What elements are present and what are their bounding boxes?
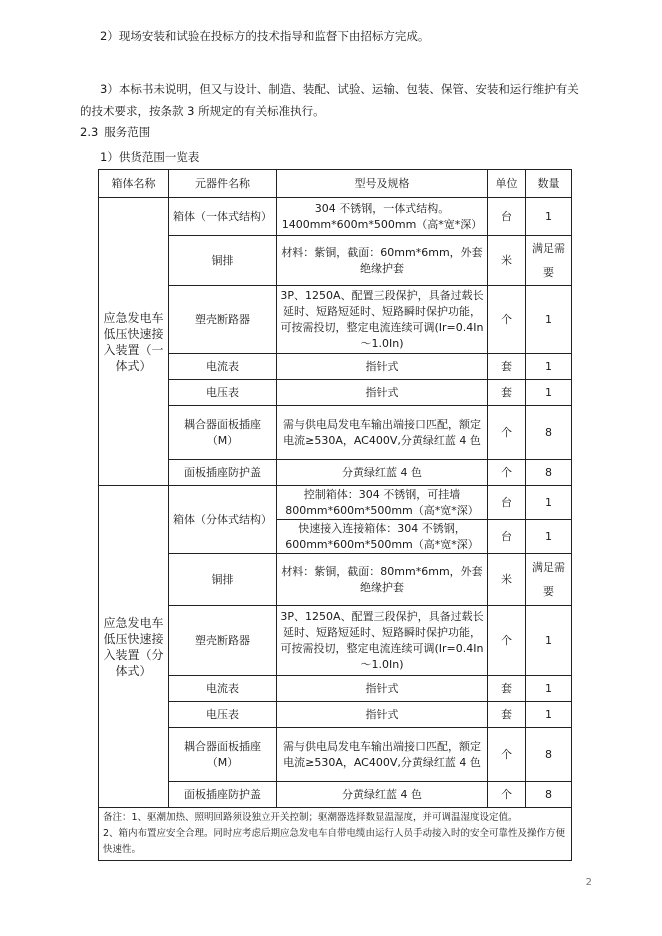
spec-cell: 指针式 — [277, 676, 488, 702]
spec-cell: 3P、1250A、配置三段保护，具备过载长延时、短路短延时、短路瞬时保护功能，可按需投切，整定电流连续可调(Ir=0.4In～1.0In) — [277, 606, 488, 676]
unit-cell: 台 — [488, 486, 526, 520]
qty-cell: 8 — [526, 406, 572, 460]
unit-cell: 台 — [488, 520, 526, 554]
table-row — [99, 728, 572, 782]
spec-cell: 指针式 — [277, 380, 488, 406]
spec-cell: 分黄绿红蓝 4 色 — [277, 782, 488, 808]
table-row — [99, 406, 572, 460]
qty-cell: 1 — [526, 286, 572, 354]
component-cell: 塑壳断路器 — [169, 286, 277, 354]
spec-cell: 指针式 — [277, 354, 488, 380]
qty-cell: 1 — [526, 702, 572, 728]
qty-cell: 1 — [526, 520, 572, 554]
table-row — [99, 606, 572, 676]
table-note — [99, 808, 572, 861]
component-cell: 电压表 — [169, 702, 277, 728]
table-row — [99, 486, 572, 520]
unit-cell: 套 — [488, 676, 526, 702]
qty-cell: 1 — [526, 486, 572, 520]
note-line-2: 2、箱内布置应安全合理。同时应考虑后期应急发电车自带电缆由运行人员手动接入时的安全可靠性及操作方便快速性。 — [103, 828, 566, 855]
qty-cell: 8 — [526, 782, 572, 808]
qty-cell: 满足需要 — [526, 236, 572, 286]
spec-cell: 分黄绿红蓝 4 色 — [277, 460, 488, 486]
supply-scope-table — [98, 169, 572, 861]
component-cell: 电流表 — [169, 354, 277, 380]
header-qty: 数量 — [526, 170, 572, 198]
section-title: 服务范围 — [104, 125, 151, 139]
unit-cell: 套 — [488, 380, 526, 406]
page-number: 2 — [585, 877, 592, 888]
component-cell: 面板插座防护盖 — [169, 460, 277, 486]
unit-cell: 台 — [488, 198, 526, 236]
subsection-heading: 1）供货范围一览表 — [100, 150, 200, 164]
unit-cell: 套 — [488, 702, 526, 728]
paragraph-install: 2）现场安装和试验在投标方的技术指导和监督下由招标方完成。 — [100, 29, 430, 43]
qty-cell: 1 — [526, 354, 572, 380]
component-cell: 面板插座防护盖 — [169, 782, 277, 808]
spec-cell: 材料：紫铜，截面：80mm*6mm，外套绝缘护套 — [277, 554, 488, 606]
spec-cell: 需与供电局发电车输出端接口匹配，额定电流≥530A，AC400V,分黄绿红蓝 4 色 — [277, 406, 488, 460]
spec-cell: 快速接入连接箱体：304 不锈钢，600mm*600m*500mm（高*宽*深） — [277, 520, 488, 554]
spec-cell: 材料：紫铜，截面：60mm*6mm，外套绝缘护套 — [277, 236, 488, 286]
component-cell: 箱体（一体式结构） — [169, 198, 277, 236]
component-cell: 电流表 — [169, 676, 277, 702]
spec-cell: 304 不锈钢，一体式结构。1400mm*600m*500mm（高*宽*深） — [277, 198, 488, 236]
section-number: 2.3 — [80, 125, 99, 139]
spec-cell: 需与供电局发电车输出端接口匹配，额定电流≥530A，AC400V,分黄绿红蓝 4 色 — [277, 728, 488, 782]
qty-cell: 1 — [526, 380, 572, 406]
unit-cell: 个 — [488, 406, 526, 460]
header-box: 箱体名称 — [99, 170, 169, 198]
table-row — [99, 198, 572, 236]
table-note-row — [99, 808, 572, 861]
table-row — [99, 354, 572, 380]
unit-cell: 套 — [488, 354, 526, 380]
table-row — [99, 782, 572, 808]
unit-cell: 个 — [488, 728, 526, 782]
spec-cell: 指针式 — [277, 702, 488, 728]
header-spec: 型号及规格 — [277, 170, 488, 198]
table-row — [99, 380, 572, 406]
group-name-split: 应急发电车低压快速接入装置（分体式） — [99, 486, 169, 808]
qty-cell: 1 — [526, 606, 572, 676]
paragraph-standards: 3）本标书未说明，但又与设计、制造、装配、试验、运输、包装、保管、安装和运行维护有关的技术要求，按条款 3 所规定的有关标准执行。 — [80, 82, 579, 118]
qty-cell: 1 — [526, 198, 572, 236]
header-unit: 单位 — [488, 170, 526, 198]
group-name-integrated: 应急发电车低压快速接入装置（一体式） — [99, 198, 169, 486]
unit-cell: 个 — [488, 286, 526, 354]
qty-cell: 8 — [526, 460, 572, 486]
header-component: 元器件名称 — [169, 170, 277, 198]
spec-cell: 控制箱体：304 不锈钢，可挂墙800mm*600m*500mm（高*宽*深） — [277, 486, 488, 520]
table-row — [99, 676, 572, 702]
qty-cell: 满足需要 — [526, 554, 572, 606]
unit-cell: 个 — [488, 782, 526, 808]
table-row — [99, 554, 572, 606]
component-cell: 铜排 — [169, 554, 277, 606]
spec-cell: 3P、1250A、配置三段保护，具备过载长延时、短路短延时、短路瞬时保护功能，可按需投切，整定电流连续可调(Ir=0.4In～1.0In) — [277, 286, 488, 354]
qty-cell: 8 — [526, 728, 572, 782]
unit-cell: 个 — [488, 606, 526, 676]
section-heading — [80, 124, 150, 140]
table-header-row — [99, 170, 572, 198]
table-row — [99, 702, 572, 728]
table-row — [99, 286, 572, 354]
component-cell: 电压表 — [169, 380, 277, 406]
component-cell: 铜排 — [169, 236, 277, 286]
unit-cell: 个 — [488, 460, 526, 486]
table-row — [99, 460, 572, 486]
table-row — [99, 236, 572, 286]
component-cell: 耦合器面板插座（M） — [169, 728, 277, 782]
qty-cell: 1 — [526, 676, 572, 702]
component-cell: 塑壳断路器 — [169, 606, 277, 676]
component-cell: 箱体（分体式结构） — [169, 486, 277, 554]
unit-cell: 米 — [488, 554, 526, 606]
note-line-1: 备注：1、驱潮加热、照明回路须设独立开关控制；驱潮器选择数显温湿度，并可调温湿度设定值。 — [103, 812, 518, 823]
component-cell: 耦合器面板插座（M） — [169, 406, 277, 460]
unit-cell: 米 — [488, 236, 526, 286]
